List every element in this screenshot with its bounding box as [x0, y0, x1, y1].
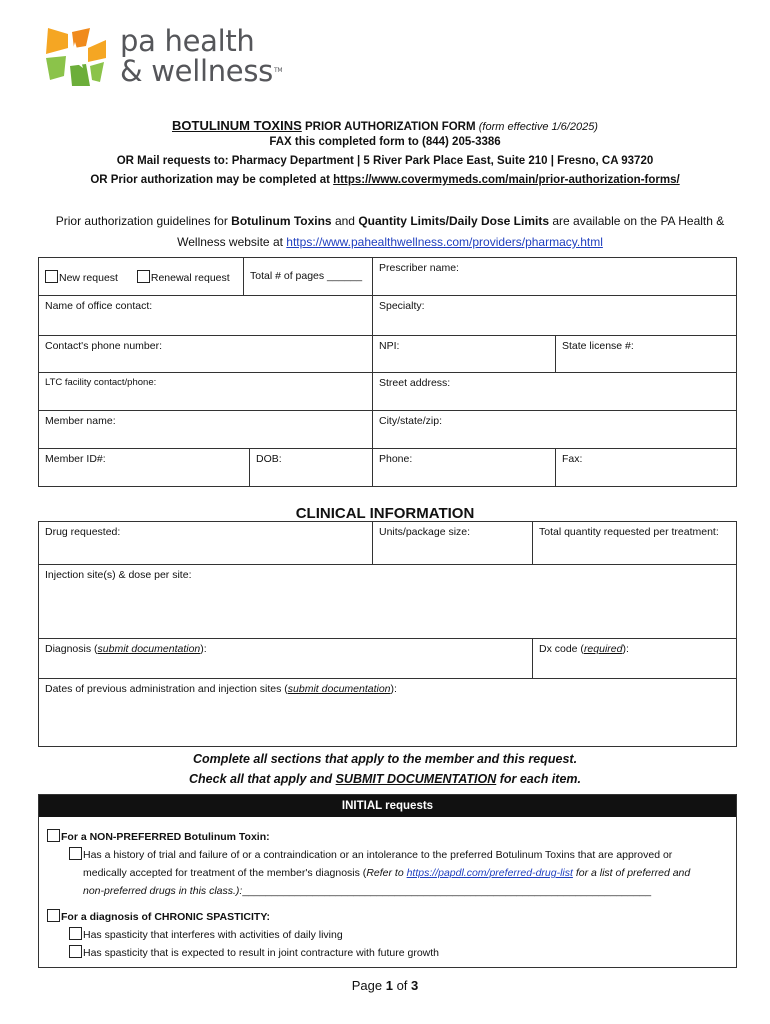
page-total: 3	[411, 978, 419, 993]
member-name-field[interactable]: Member name:	[39, 411, 373, 449]
dates-submit-note: submit documentation	[287, 683, 391, 695]
guidelines-text-2: and	[331, 214, 359, 228]
nonpreferred-title: For a NON-PREFERRED Botulinum Toxin:	[61, 831, 270, 843]
member-id-field[interactable]: Member ID#:	[39, 449, 250, 486]
diagnosis-field[interactable]	[39, 639, 533, 679]
city-state-zip-field[interactable]: City/state/zip:	[373, 411, 736, 449]
units-package-field[interactable]: Units/package size:	[373, 522, 533, 565]
member-prescriber-table	[38, 257, 737, 487]
street-address-field[interactable]: Street address:	[373, 373, 736, 411]
instructions-line-1: Complete all sections that apply to the member and this request.	[192, 752, 578, 766]
form-title-rest: PRIOR AUTHORIZATION FORM	[301, 121, 479, 133]
state-license-field[interactable]: State license #:	[556, 336, 736, 373]
dates-label: Dates of previous administration and injection sites (	[45, 683, 288, 695]
prior-auth-line	[0, 174, 770, 186]
nonpreferred-trial-text-c: for a list of preferred and	[572, 867, 691, 879]
nonpreferred-trial-text-a: Has a history of trial and failure of or a contraindication or an intolerance to the preferred Botulinum Toxins that are approved or	[83, 849, 673, 861]
instructions-text-b: for each item.	[496, 772, 581, 786]
nonpreferred-trial-text-b: medically accepted for treatment of the member's diagnosis (	[83, 867, 367, 879]
office-contact-field[interactable]: Name of office contact:	[39, 296, 373, 336]
form-title-drug: BOTULINUM TOXINS	[172, 118, 302, 133]
nonpreferred-refer: Refer to	[366, 867, 407, 879]
spasticity-adl-text: Has spasticity that interferes with activities of daily living	[83, 929, 343, 941]
spasticity-item-2	[69, 944, 439, 962]
brand-line2: & wellness	[120, 54, 273, 88]
drug-requested-field[interactable]: Drug requested:	[39, 522, 373, 565]
page-of: of	[392, 978, 412, 993]
pharmacy-link[interactable]: https://www.pahealthwellness.com/providers/pharmacy.html	[286, 235, 603, 249]
fax-field[interactable]: Fax:	[562, 453, 583, 465]
instructions-submit-doc: SUBMIT DOCUMENTATION	[335, 772, 497, 786]
spasticity-adl-checkbox[interactable]	[69, 927, 82, 940]
phone-field[interactable]: Phone:	[373, 449, 556, 486]
instructions-text-a: Check all that apply and	[189, 772, 336, 786]
new-request-label: New request	[59, 272, 118, 284]
spasticity-item-1	[69, 926, 343, 944]
spasticity-contracture-text: Has spasticity that is expected to result in joint contracture with future growth	[83, 947, 440, 959]
prior-auth-prefix: OR Prior authorization may be completed at	[90, 174, 334, 186]
nonpreferred-trial-checkbox[interactable]	[69, 847, 82, 860]
guidelines-text-3: are available on the PA Health & Wellness website at	[177, 214, 725, 249]
prescriber-name-field[interactable]: Prescriber name:	[373, 258, 736, 296]
spasticity-checkbox[interactable]	[47, 909, 60, 922]
ltc-contact-field[interactable]: LTC facility contact/phone:	[39, 373, 373, 411]
renewal-request-label: Renewal request	[150, 272, 230, 284]
initial-requests-box	[38, 794, 737, 968]
form-title	[0, 118, 770, 133]
keystone-logo-icon	[42, 26, 108, 88]
new-request-checkbox[interactable]	[45, 270, 58, 283]
brand-line1: pa health	[120, 24, 255, 58]
request-type-cell	[39, 258, 247, 296]
dx-code-label-end: ):	[622, 643, 629, 655]
covermymeds-link[interactable]: https://www.covermymeds.com/main/prior-authorization-forms/	[333, 174, 680, 186]
pdl-link[interactable]: https://papdl.com/preferred-drug-list	[406, 867, 573, 879]
instructions-line-2	[0, 772, 770, 786]
fax-line: FAX this completed form to (844) 205-3386	[269, 136, 501, 148]
contact-phone-field[interactable]: Contact's phone number:	[39, 336, 373, 373]
spasticity-contracture-checkbox[interactable]	[69, 945, 82, 958]
initial-requests-header: INITIAL requests	[39, 795, 736, 817]
renewal-request-checkbox[interactable]	[137, 270, 150, 283]
guidelines-bold-1: Botulinum Toxins	[231, 214, 332, 228]
page-number	[0, 978, 770, 993]
page-prefix: Page	[351, 978, 386, 993]
mail-line: OR Mail requests to: Pharmacy Department | 5 River Park Place East, Suite 210 | Fresno, CA 93720	[116, 155, 654, 167]
previous-administration-field[interactable]	[39, 679, 736, 746]
nonpreferred-checkbox[interactable]	[47, 829, 60, 842]
diagnosis-submit-note: submit documentation	[97, 643, 201, 655]
spasticity-section	[47, 908, 270, 926]
clinical-section-title: CLINICAL INFORMATION	[295, 505, 475, 522]
total-quantity-field[interactable]: Total quantity requested per treatment:	[533, 522, 736, 565]
dates-label-end: ):	[390, 683, 397, 695]
guidelines-paragraph	[40, 211, 740, 253]
injection-site-field[interactable]: Injection site(s) & dose per site:	[39, 565, 736, 639]
nonpreferred-trial-blank[interactable]: ______________________________________________________________________	[242, 885, 652, 897]
brand-tm: TM	[273, 67, 283, 74]
total-pages-field[interactable]: Total # of pages ______	[243, 258, 373, 296]
npi-field[interactable]: NPI:	[373, 336, 556, 373]
guidelines-text-1: Prior authorization guidelines for	[55, 214, 232, 228]
brand-wordmark	[120, 26, 282, 86]
diagnosis-label-end: ):	[200, 643, 207, 655]
page-current: 1	[385, 978, 393, 993]
nonpreferred-trial-text-d: non-preferred drugs in this class.):	[83, 885, 243, 897]
dx-code-field[interactable]	[533, 639, 736, 679]
dx-code-required-note: required	[583, 643, 623, 655]
guidelines-bold-2: Quantity Limits/Daily Dose Limits	[358, 214, 550, 228]
clinical-table	[38, 521, 737, 747]
dob-field[interactable]: DOB:	[250, 449, 373, 486]
diagnosis-label: Diagnosis (	[45, 643, 98, 655]
specialty-field[interactable]: Specialty:	[373, 296, 736, 336]
form-effective-date: (form effective 1/6/2025)	[478, 121, 598, 133]
spasticity-title: For a diagnosis of CHRONIC SPASTICITY:	[61, 911, 271, 923]
nonpreferred-section	[47, 828, 270, 846]
nonpreferred-trial-item	[69, 846, 729, 900]
dx-code-label: Dx code (	[539, 643, 584, 655]
